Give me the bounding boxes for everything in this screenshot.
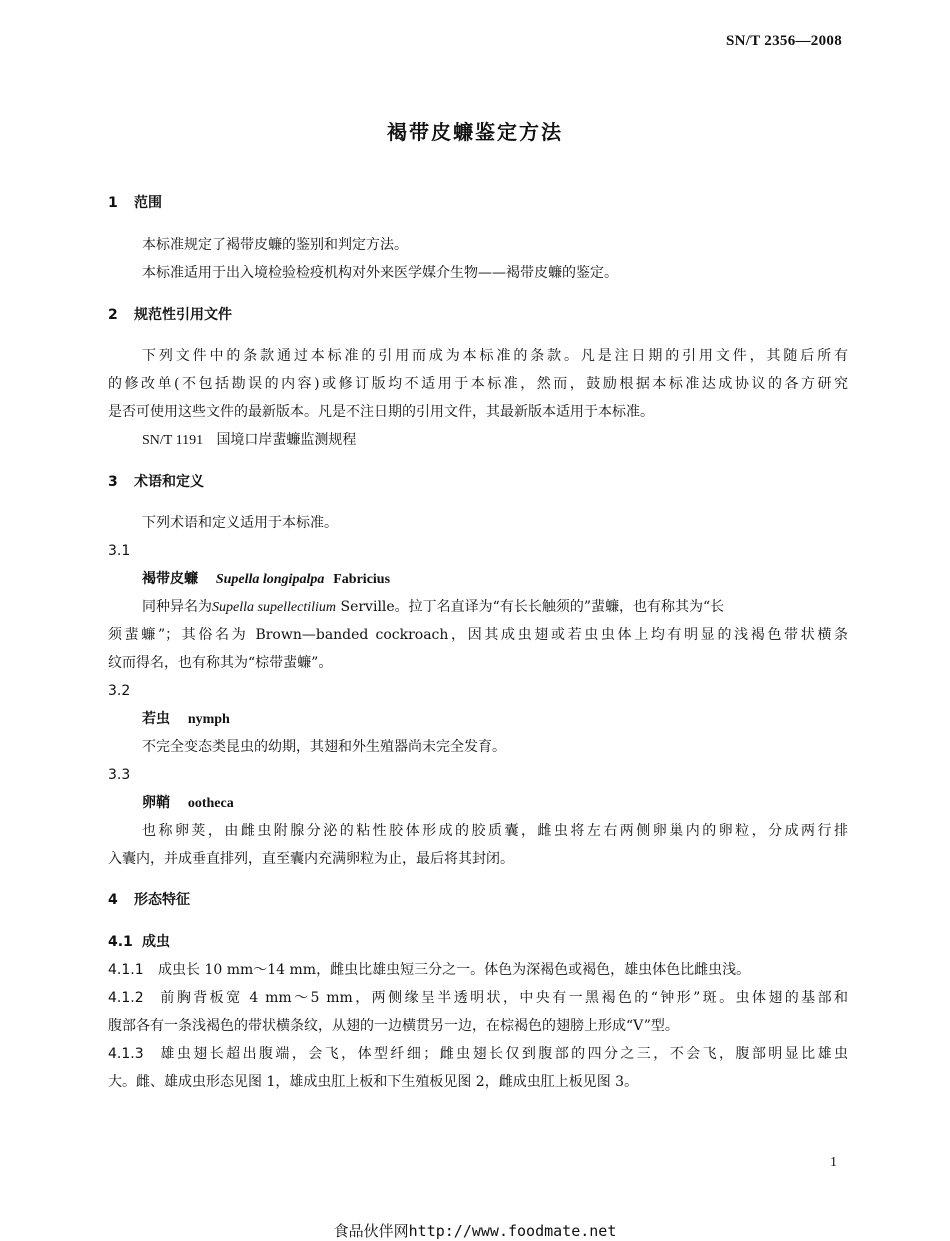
subsection-title: 成虫: [142, 934, 170, 950]
section-title: 规范性引用文件: [134, 307, 232, 323]
paragraph-line: 大。雌、雄成虫形态见图 1，雄成虫肛上板和下生殖板见图 2，雌成虫肛上板见图 3。: [108, 1074, 639, 1090]
section-1-heading: [108, 189, 848, 217]
paragraph-line: 是否可使用这些文件的最新版本。凡是不注日期的引用文件，其最新版本适用于本标准。: [108, 404, 654, 420]
term-heading: [142, 705, 882, 734]
term-number: [108, 537, 848, 565]
paragraph-line: 腹部各有一条浅褐色的带状横条纹，从翅的一边横贯另一边，在棕褐色的翅膀上形成“V”型。: [108, 1018, 679, 1034]
section-title: 术语和定义: [134, 474, 204, 490]
clause-number: 4.1.2: [108, 990, 144, 1006]
section-2-heading: [108, 301, 848, 329]
clause-text: 成虫长 10 mm～14 mm，雌虫比雄虫短三分之一。体色为深褐色或褐色，雄虫体色比雌虫浅。: [158, 962, 751, 978]
paragraph-line: 纹而得名，也有称其为“棕带蜚蠊”。: [108, 655, 333, 671]
term-chinese: 褐带皮蠊: [142, 571, 198, 587]
reference-code: SN/T 1191: [142, 433, 204, 448]
term-chinese: 若虫: [142, 711, 170, 727]
paragraph-line: 下列文件中的条款通过本标准的引用而成为本标准的条款。凡是注日期的引用文件，其随后所有: [142, 348, 848, 364]
subsection-heading: [108, 928, 848, 956]
normative-reference: [142, 426, 882, 455]
paragraph: 下列术语和定义适用于本标准。: [142, 515, 338, 531]
clause-4-1-1: [108, 956, 848, 984]
standard-code: SN/T 2356—2008: [725, 33, 842, 49]
paragraph-line: [142, 593, 848, 622]
section-title: 范围: [134, 195, 162, 211]
section-number: 1: [108, 195, 118, 211]
paragraph: 本标准适用于出入境检验检疫机构对外来医学媒介生物——褐带皮蠊的鉴定。: [142, 265, 618, 281]
term-english: nymph: [187, 712, 230, 727]
term-number: [108, 677, 848, 705]
clause-number: 4.1.1: [108, 962, 144, 978]
clause-text: 雄虫翅长超出腹端，会飞，体型纤细；雌虫翅长仅到腹部的四分之三，不会飞，腹部明显比雄虫: [158, 1046, 848, 1062]
text-fragment: Serville。拉丁名直译为“有长长触须的”蜚蠊，也有称其为“长: [340, 599, 725, 615]
term-latin-name: Supella longipalpa: [215, 572, 325, 587]
term-english: ootheca: [187, 796, 234, 811]
term-chinese: 卵鞘: [142, 795, 170, 811]
document-title: 褐带皮蠊鉴定方法: [387, 120, 563, 144]
paragraph-line: 须蜚蠊”；其俗名为 Brown—banded cockroach，因其成虫翅或若虫虫体上均有明显的浅褐色带状横条: [108, 627, 848, 643]
section-number: 2: [108, 307, 118, 323]
paragraph-line: 不完全变态类昆虫的幼期，其翅和外生殖器尚未完全发育。: [142, 739, 506, 755]
term-number-text: 3.3: [108, 767, 131, 783]
clause-4-1-3: [108, 1040, 848, 1068]
subsection-number: 4.1: [108, 934, 133, 950]
clause-text: 前胸背板宽 4 mm～5 mm，两侧缘呈半透明状，中央有一黑褐色的“钟形”斑。虫体翅的基部和: [158, 990, 848, 1006]
term-heading: [142, 565, 882, 594]
paragraph-line: 入囊内，并成垂直排列，直至囊内充满卵粒为止，最后将其封闭。: [108, 851, 514, 867]
term-number-text: 3.1: [108, 543, 131, 559]
term-number-text: 3.2: [108, 683, 131, 699]
term-number: [108, 761, 848, 789]
page-number: 1: [830, 1155, 837, 1170]
paragraph: 本标准规定了褐带皮蠊的鉴别和判定方法。: [142, 237, 408, 253]
section-3-heading: [108, 468, 848, 496]
text-fragment: 同种异名为: [142, 599, 212, 615]
paragraph-line: 也称卵荚，由雌虫附腺分泌的粘性胶体形成的胶质囊，雌虫将左右两侧卵巢内的卵粒，分成两行排: [142, 823, 848, 839]
latin-synonym: Supella supellectilium: [212, 600, 337, 615]
section-number: 3: [108, 474, 118, 490]
section-4-heading: [108, 886, 848, 914]
footer-watermark: 食品伙伴网http://www.foodmate.net: [333, 1222, 617, 1240]
section-number: 4: [108, 892, 118, 908]
section-title: 形态特征: [134, 892, 190, 908]
term-author: Fabricius: [333, 572, 391, 587]
clause-number: 4.1.3: [108, 1046, 144, 1062]
clause-4-1-2: [108, 984, 848, 1012]
reference-title: 国境口岸蜚蠊监测规程: [216, 432, 357, 448]
paragraph-line: 的修改单(不包括勘误的内容)或修订版均不适用于本标准，然而，鼓励根据本标准达成协议的各方研究: [108, 376, 848, 392]
term-heading: [142, 789, 882, 818]
